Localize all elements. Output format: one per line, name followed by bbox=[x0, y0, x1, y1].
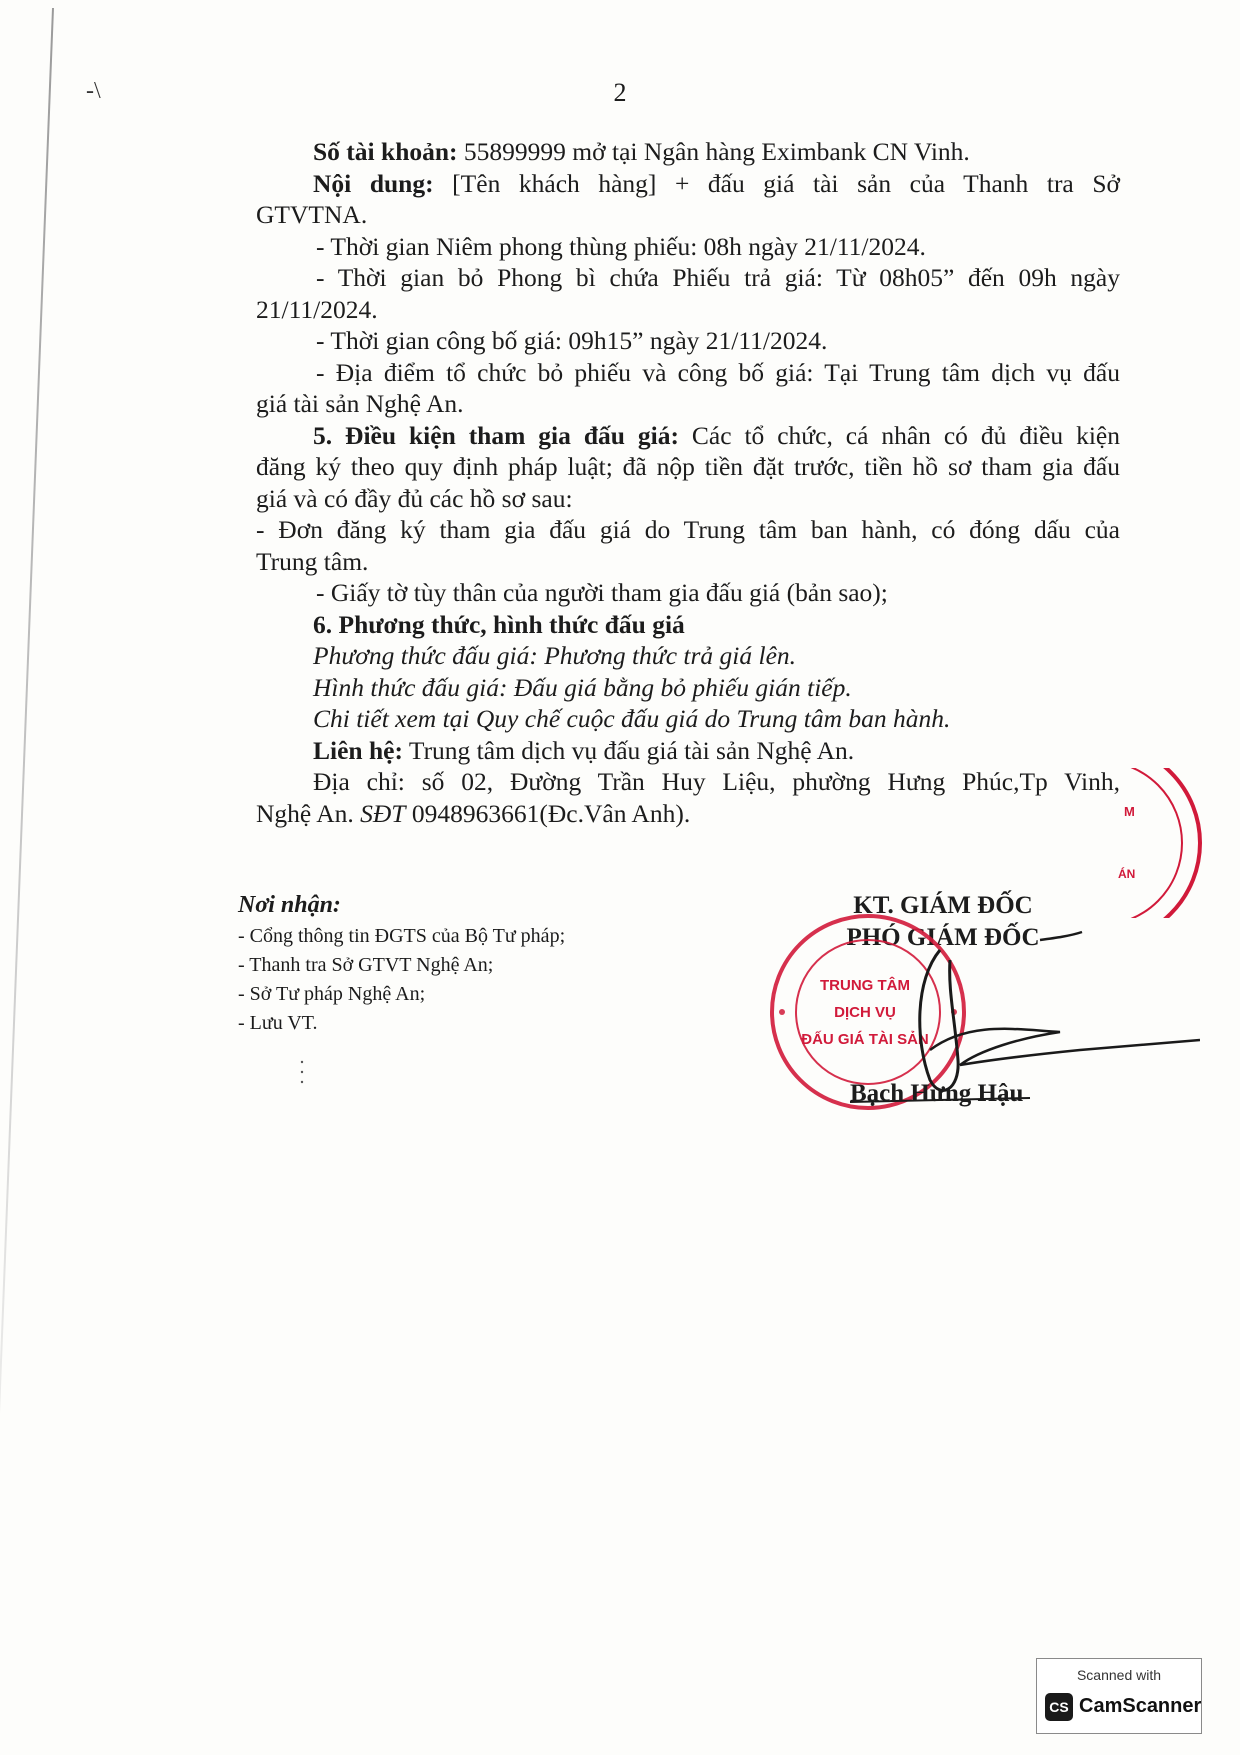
page-number: 2 bbox=[613, 78, 627, 107]
section-5-item-2: - Giấy tờ tùy thân của người tham gia đấu giá (bản sao); bbox=[316, 578, 888, 607]
section-5-heading: 5. Điều kiện tham gia đấu giá: bbox=[313, 420, 679, 450]
content-label: Nội dung: bbox=[313, 168, 434, 198]
recipients-title: Nơi nhận: bbox=[238, 892, 341, 918]
address-line: Địa chỉ: số 02, Đường Trần Huy Liệu, phường Hưng Phúc,Tp Vinh, bbox=[313, 767, 1120, 796]
address-line-2 bbox=[256, 798, 1120, 830]
signatory-name: Bạch Hưng Hậu bbox=[850, 1080, 1024, 1107]
content-line bbox=[256, 168, 1120, 200]
section-5-item-1: - Đơn đăng ký tham gia đấu giá do Trung tâm ban hành, có đóng dấu của bbox=[256, 515, 1120, 544]
section-6-form: Hình thức đấu giá: Đấu giá bằng bỏ phiếu gián tiếp. bbox=[313, 672, 852, 702]
recipient-item: - Cổng thông tin ĐGTS của Bộ Tư pháp; bbox=[238, 925, 566, 947]
recipients-block bbox=[238, 888, 565, 1038]
address-province: Nghệ An. bbox=[256, 798, 361, 828]
envelope-time-date: 21/11/2024. bbox=[256, 294, 378, 324]
contact-label: Liên hệ: bbox=[313, 735, 403, 765]
camscanner-badge bbox=[1036, 1658, 1202, 1734]
scanner-brand: CamScanner bbox=[1079, 1695, 1202, 1717]
camscanner-logo-icon: CS bbox=[1045, 1693, 1073, 1721]
content-text: [Tên khách hàng] + đấu giá tài sản của Thanh tra Sở bbox=[433, 168, 1120, 198]
recipient-item: - Lưu VT. bbox=[238, 1012, 318, 1034]
signatory-line-1: KT. GIÁM ĐỐC bbox=[853, 892, 1033, 919]
phone-label: SĐT bbox=[360, 798, 406, 828]
seal-line-3: ĐẤU GIÁ TÀI SẢN bbox=[801, 1031, 929, 1048]
contact-line bbox=[256, 735, 1120, 767]
section-5-line-3: giá và có đầy đủ các hồ sơ sau: bbox=[256, 483, 573, 513]
edge-mark: -\ bbox=[86, 78, 101, 104]
seal-time-line: - Thời gian Niêm phong thùng phiếu: 08h ngày 21/11/2024. bbox=[316, 231, 926, 261]
contact-text: Trung tâm dịch vụ đấu giá tài sản Nghệ An. bbox=[402, 735, 855, 765]
account-line bbox=[256, 136, 1120, 168]
section-5-line-2: đăng ký theo quy định pháp luật; đã nộp tiền đặt trước, tiền hồ sơ tham gia đấu bbox=[256, 452, 1120, 481]
account-label: Số tài khoản: bbox=[313, 137, 458, 166]
recipient-item: - Sở Tư pháp Nghệ An; bbox=[238, 983, 426, 1005]
section-6-method: Phương thức đấu giá: Phương thức trả giá lên. bbox=[313, 641, 797, 670]
scan-edge-line bbox=[0, 8, 54, 1647]
scanner-caption: Scanned with bbox=[1076, 1667, 1162, 1683]
signatory-line-2: PHÓ GIÁM ĐỐC bbox=[846, 924, 1040, 951]
edge-stamp-icon bbox=[1080, 768, 1210, 918]
location-line: - Địa điểm tổ chức bỏ phiếu và công bố giá: Tại Trung tâm dịch vụ đấu bbox=[316, 357, 1120, 387]
seal-line-2: DỊCH VỤ bbox=[834, 1004, 896, 1021]
recipient-item: - Thanh tra Sở GTVT Nghệ An; bbox=[238, 954, 494, 976]
section-5-item-1-cont: Trung tâm. bbox=[256, 546, 369, 576]
account-text: 55899999 mở tại Ngân hàng Eximbank CN Vinh. bbox=[457, 137, 970, 166]
envelope-time-line: - Thời gian bỏ Phong bì chứa Phiếu trả giá: Từ 08h05” đến 09h ngày bbox=[316, 263, 1120, 292]
seal-line-1: TRUNG TÂM bbox=[820, 977, 910, 994]
svg-text:ÁN: ÁN bbox=[1118, 867, 1136, 881]
scan-dots bbox=[300, 1058, 304, 1088]
section-6-heading: 6. Phương thức, hình thức đấu giá bbox=[313, 609, 685, 639]
content-continuation: GTVTNA. bbox=[256, 200, 368, 229]
location-continuation: giá tài sản Nghệ An. bbox=[256, 389, 464, 418]
section-6-details: Chi tiết xem tại Quy chế cuộc đấu giá do Trung tâm ban hành. bbox=[313, 704, 951, 733]
announce-time-line: - Thời gian công bố giá: 09h15” ngày 21/11/2024. bbox=[316, 326, 828, 355]
document-body bbox=[256, 136, 1120, 829]
svg-text:M: M bbox=[1124, 804, 1135, 819]
phone-number: 0948963661(Đc.Vân Anh). bbox=[405, 798, 691, 828]
section-5-line bbox=[256, 420, 1120, 452]
section-5-text: Các tổ chức, cá nhân có đủ điều kiện bbox=[678, 420, 1121, 450]
